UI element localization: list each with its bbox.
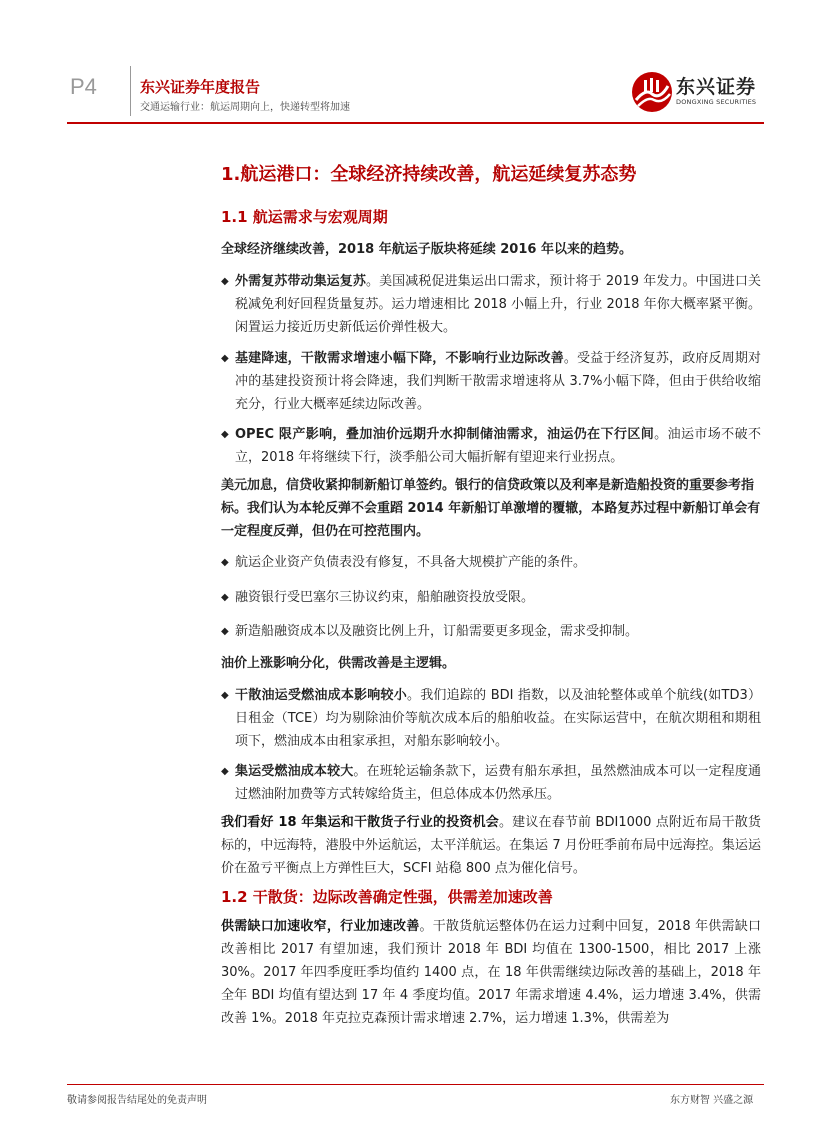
report-title: 东兴证券年度报告 [140,78,261,96]
company-logo [630,70,760,114]
bullet-diamond-icon: ◆ [221,592,229,603]
paragraph-investment [221,811,761,880]
bullet-text: 融资银行受巴塞尔三协议约束，船舶融资投放受限。 [235,590,535,605]
logo-emblem-icon [630,70,674,114]
lead-sentence-oil: 油价上涨影响分化，供需改善是主逻辑。 [221,656,456,671]
bullet-item [221,586,761,609]
report-subtitle: 交通运输行业：航运周期向上，快递转型将加速 [140,102,350,113]
bullet-item [221,620,761,643]
bullet-text: 。油运市场不破不立，2018 年将继续下行，淡季船公司大幅折解有望迎来行业拐点。 [235,427,761,465]
bullet-diamond-icon: ◆ [221,276,229,287]
header-divider [130,66,131,116]
paragraph-dry-bulk [221,915,761,1030]
subsection-title-1-2: 1.2 干散货：边际改善确定性强，供需差加速改善 [221,888,553,906]
page-number: P4 [70,74,97,99]
paragraph-bold: 供需缺口加速收窄，行业加速改善 [221,919,420,934]
footer-slogan: 东方财智 兴盛之源 [670,1095,754,1106]
bullet-diamond-icon: ◆ [221,353,229,364]
paragraph-bold: 我们看好 18 年集运和干散货子行业的投资机会 [221,815,499,830]
bullet-bold: 基建降速，干散需求增速小幅下降，不影响行业边际改善 [235,351,564,366]
bullet-text: 。在班轮运输条款下，运费有船东承担，虽然燃油成本可以一定程度通过燃油附加费等方式转嫁给货主，但总体成本仍然承压。 [235,764,761,802]
bullet-item [221,760,761,806]
bullet-bold: 集运受燃油成本较大 [235,764,354,779]
logo-name-cn: 东兴证券 [676,76,757,98]
paragraph-text: 。干散货航运整体仍在运力过剩中回复，2018 年供需缺口改善相比 2017 有望加速，我们预计 2018 年 BDI 均值在 1300-1500，相比 2017 上涨 30%。2017 年四季度旺季均值约 1400 点，在 18 年供需继续边际改善的基础上，2018 年全年 BDI 均值有望达到 17 年 4 季度均值。2017 年需求增速 4.4%，运力增速 3.4%，供需改善 1%。2018 年克拉克森预计需求增速 2.7%，运力增速 1.3%，供需差为 [221,919,761,1026]
footer-rule [67,1084,764,1085]
bullet-text: 新造船融资成本以及融资比例上升，订船需要更多现金，需求受抑制。 [235,624,639,639]
bullet-text: 。我们追踪的 BDI 指数，以及油轮整体或单个航线(如TD3）日租金（TCE）均为剔除油价等航次成本后的船舶收益。在实际运营中，在航次期租和期租项下，燃油成本由租家承担，对船东影响较小。 [235,688,761,749]
bullet-item [221,684,761,753]
bullet-diamond-icon: ◆ [221,766,229,777]
bullet-diamond-icon: ◆ [221,626,229,637]
logo-name-en: DONGXING SECURITIES [676,98,757,106]
bullet-item [221,270,761,339]
bullet-bold: 干散油运受燃油成本影响较小 [235,688,407,703]
bullet-diamond-icon: ◆ [221,557,229,568]
section-title: 1.航运港口：全球经济持续改善，航运延续复苏态势 [221,164,637,185]
bullet-bold: OPEC 限产影响，叠加油价远期升水抑制储油需求，油运仍在下行区间 [235,427,655,442]
bullet-text: 。美国减税促进集运出口需求，预计将于 2019 年发力。中国进口关税减免利好回程货量复苏。运力增速相比 2018 小幅上升，行业 2018 年你大概率紧平衡。闲置运力接近历史新低运价弹性极大。 [235,274,761,335]
bullet-text: 。受益于经济复苏，政府反周期对冲的基建投资预计将会降速，我们判断干散需求增速将从 3.7%小幅下降，但由于供给收缩充分，行业大概率延续边际改善。 [235,351,761,412]
bullet-item [221,347,761,416]
bullet-text: 航运企业资产负债表没有修复，不具备大规模扩产能的条件。 [235,555,587,570]
bullet-diamond-icon: ◆ [221,690,229,701]
header-rule [67,122,764,124]
bullet-item [221,423,761,469]
subsection-title-1-1: 1.1 航运需求与宏观周期 [221,208,388,226]
paragraph-credit: 美元加息，信贷收紧抑制新船订单签约。银行的信贷政策以及利率是新造船投资的重要参考指标。我们认为本轮反弹不会重蹈 2014 年新船订单激增的覆辙，本路复苏过程中新船订单会有一定程度反弹，但仍在可控范围内。 [221,478,761,539]
paragraph-text: 。建议在春节前 BDI1000 点附近布局干散货标的，中远海特，港股中外运航运，太平洋航运。在集运 7 月份旺季前布局中远海控。集运运价在盈亏平衡点上方弹性巨大，SCFI 站稳 800 点为催化信号。 [221,815,761,876]
bullet-bold: 外需复苏带动集运复苏 [235,274,366,289]
lead-sentence: 全球经济继续改善，2018 年航运子版块将延续 2016 年以来的趋势。 [221,242,632,257]
bullet-item [221,551,761,574]
footer-disclaimer: 敬请参阅报告结尾处的免责声明 [67,1095,207,1106]
bullet-diamond-icon: ◆ [221,429,229,440]
